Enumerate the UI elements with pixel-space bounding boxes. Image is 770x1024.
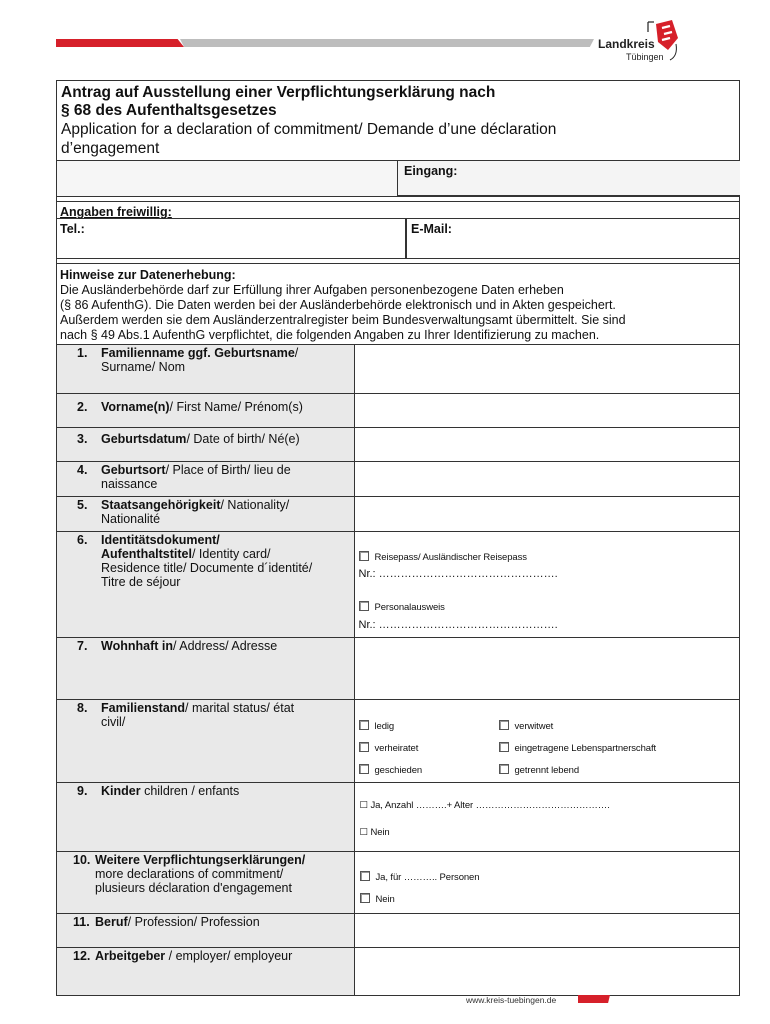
label-surname: 1. Familienname ggf. Geburtsname/ Surname/ Nom <box>57 345 354 394</box>
table-row <box>57 852 739 914</box>
address-field[interactable] <box>354 638 739 700</box>
birth-place-field[interactable] <box>354 462 739 497</box>
eingang-field[interactable] <box>397 160 740 196</box>
landkreis-logo <box>598 20 708 70</box>
other-declarations-cell <box>354 852 739 914</box>
children-yes-option[interactable]: ☐ Ja, Anzahl ……….+ Alter ……………………………………. <box>359 800 610 811</box>
option-separated[interactable]: getrennt lebend <box>499 764 580 778</box>
title-en-line2: d’engagement <box>61 140 160 157</box>
header-grey-bar <box>180 39 594 47</box>
applicant-data-table <box>57 344 739 995</box>
table-row <box>57 948 739 995</box>
passport-number[interactable]: Nr.: …………………………………………. <box>358 568 558 580</box>
title-en-line1: Application for a declaration of commitment/ Demande d’une déclaration <box>61 121 557 138</box>
widowed-checkbox[interactable] <box>499 720 509 730</box>
birth-date-field[interactable] <box>354 428 739 462</box>
optional-info-title: Angaben freiwillig: <box>57 202 739 219</box>
first-name-field[interactable] <box>354 394 739 428</box>
label-address: 7. Wohnhaft in/ Address/ Adresse <box>57 638 354 700</box>
notes-line: (§ 86 AufenthG). Die Daten werden bei der Ausländerbehörde elektronisch und in Akten gespeichert. <box>60 298 616 312</box>
label-nationality: 5. Staatsangehörigkeit/ Nationality/ Nationalité <box>57 497 354 532</box>
table-row <box>57 428 739 462</box>
single-checkbox[interactable] <box>359 720 369 730</box>
data-collection-notes <box>57 264 739 344</box>
identity-document-cell <box>354 532 739 638</box>
table-row <box>57 497 739 532</box>
option-widowed[interactable]: verwitwet <box>499 720 554 734</box>
declarations-yes-option[interactable]: Ja, für ……….. Personen <box>360 871 480 885</box>
declarations-yes-checkbox[interactable] <box>360 871 370 881</box>
title-de-line1: Antrag auf Ausstellung einer Verpflichtungserklärung nach <box>61 84 496 101</box>
option-partnership[interactable]: eingetragene Lebenspartnerschaft <box>499 742 657 756</box>
label-first-name: 2. Vorname(n)/ First Name/ Prénom(s) <box>57 394 354 428</box>
separated-checkbox[interactable] <box>499 764 509 774</box>
contact-divider <box>405 219 407 259</box>
passport-checkbox[interactable] <box>359 551 369 561</box>
application-form <box>56 80 740 996</box>
nationality-field[interactable] <box>354 497 739 532</box>
surname-field[interactable] <box>354 345 739 394</box>
title-de-line2: § 68 des Aufenthaltsgesetzes <box>61 102 277 119</box>
logo-sub: Tübingen <box>626 52 664 62</box>
declarations-no-checkbox[interactable] <box>360 893 370 903</box>
partnership-checkbox[interactable] <box>499 742 509 752</box>
notes-line: Außerdem werden sie dem Ausländerzentralregister beim Bundesverwaltungsamt übermittelt. Sie sind <box>60 313 626 327</box>
married-checkbox[interactable] <box>359 742 369 752</box>
label-marital-status: 8. Familienstand/ marital status/ état civil/ <box>57 700 354 783</box>
logo-name: Landkreis <box>598 37 655 51</box>
option-single[interactable]: ledig <box>359 720 395 734</box>
table-row <box>57 638 739 700</box>
children-cell <box>354 783 739 852</box>
eingang-row <box>57 161 739 197</box>
header-red-bar <box>56 39 184 47</box>
id-card-number[interactable]: Nr.: …………………………………………. <box>358 619 558 631</box>
tel-label: Tel.: <box>60 222 85 236</box>
option-passport[interactable]: Reisepass/ Ausländischer Reisepass <box>359 551 527 565</box>
table-row <box>57 345 739 394</box>
label-identity-document: 6. Identitätsdokument/ Aufenthaltstitel/ Identity card/ Residence title/ Documente d´identité/ Titre de séjour <box>57 532 354 638</box>
employer-field[interactable] <box>354 948 739 995</box>
table-row <box>57 700 739 783</box>
divorced-checkbox[interactable] <box>359 764 369 774</box>
label-other-declarations: 10. Weitere Verpflichtungserklärungen/ more declarations of commitment/ plusieurs déclaration d'engagement <box>57 852 354 914</box>
table-row <box>57 394 739 428</box>
table-row <box>57 783 739 852</box>
eingang-label: Eingang: <box>404 164 458 178</box>
label-employer: 12. Arbeitgeber / employer/ employeur <box>57 948 354 995</box>
profession-field[interactable] <box>354 914 739 948</box>
footer-red-bar <box>578 995 610 1003</box>
id-card-checkbox[interactable] <box>359 601 369 611</box>
marital-status-cell <box>354 700 739 783</box>
declarations-no-option[interactable]: Nein <box>360 893 395 907</box>
label-birth-date: 3. Geburtsdatum/ Date of birth/ Né(e) <box>57 428 354 462</box>
form-title-block <box>57 81 739 161</box>
option-id-card[interactable]: Personalausweis <box>359 601 445 615</box>
table-row <box>57 462 739 497</box>
label-profession: 11. Beruf/ Profession/ Profession <box>57 914 354 948</box>
label-children: 9. Kinder children / enfants <box>57 783 354 852</box>
notes-line: Die Ausländerbehörde darf zur Erfüllung ihrer Aufgaben personenbezogene Daten erheben <box>60 283 564 297</box>
footer-url[interactable]: www.kreis-tuebingen.de <box>466 995 557 1005</box>
table-row <box>57 532 739 638</box>
email-label: E-Mail: <box>411 222 452 236</box>
notes-title: Hinweise zur Datenerhebung: <box>60 268 236 282</box>
label-birth-place: 4. Geburtsort/ Place of Birth/ lieu de naissance <box>57 462 354 497</box>
children-no-option[interactable]: ☐ Nein <box>359 827 390 838</box>
option-married[interactable]: verheiratet <box>359 742 419 756</box>
option-divorced[interactable]: geschieden <box>359 764 423 778</box>
table-row <box>57 914 739 948</box>
notes-line: nach § 49 Abs.1 AufenthG verpflichtet, die folgenden Angaben zu Ihrer Identifizierung zu machen. <box>60 328 600 342</box>
contact-row <box>57 219 739 259</box>
